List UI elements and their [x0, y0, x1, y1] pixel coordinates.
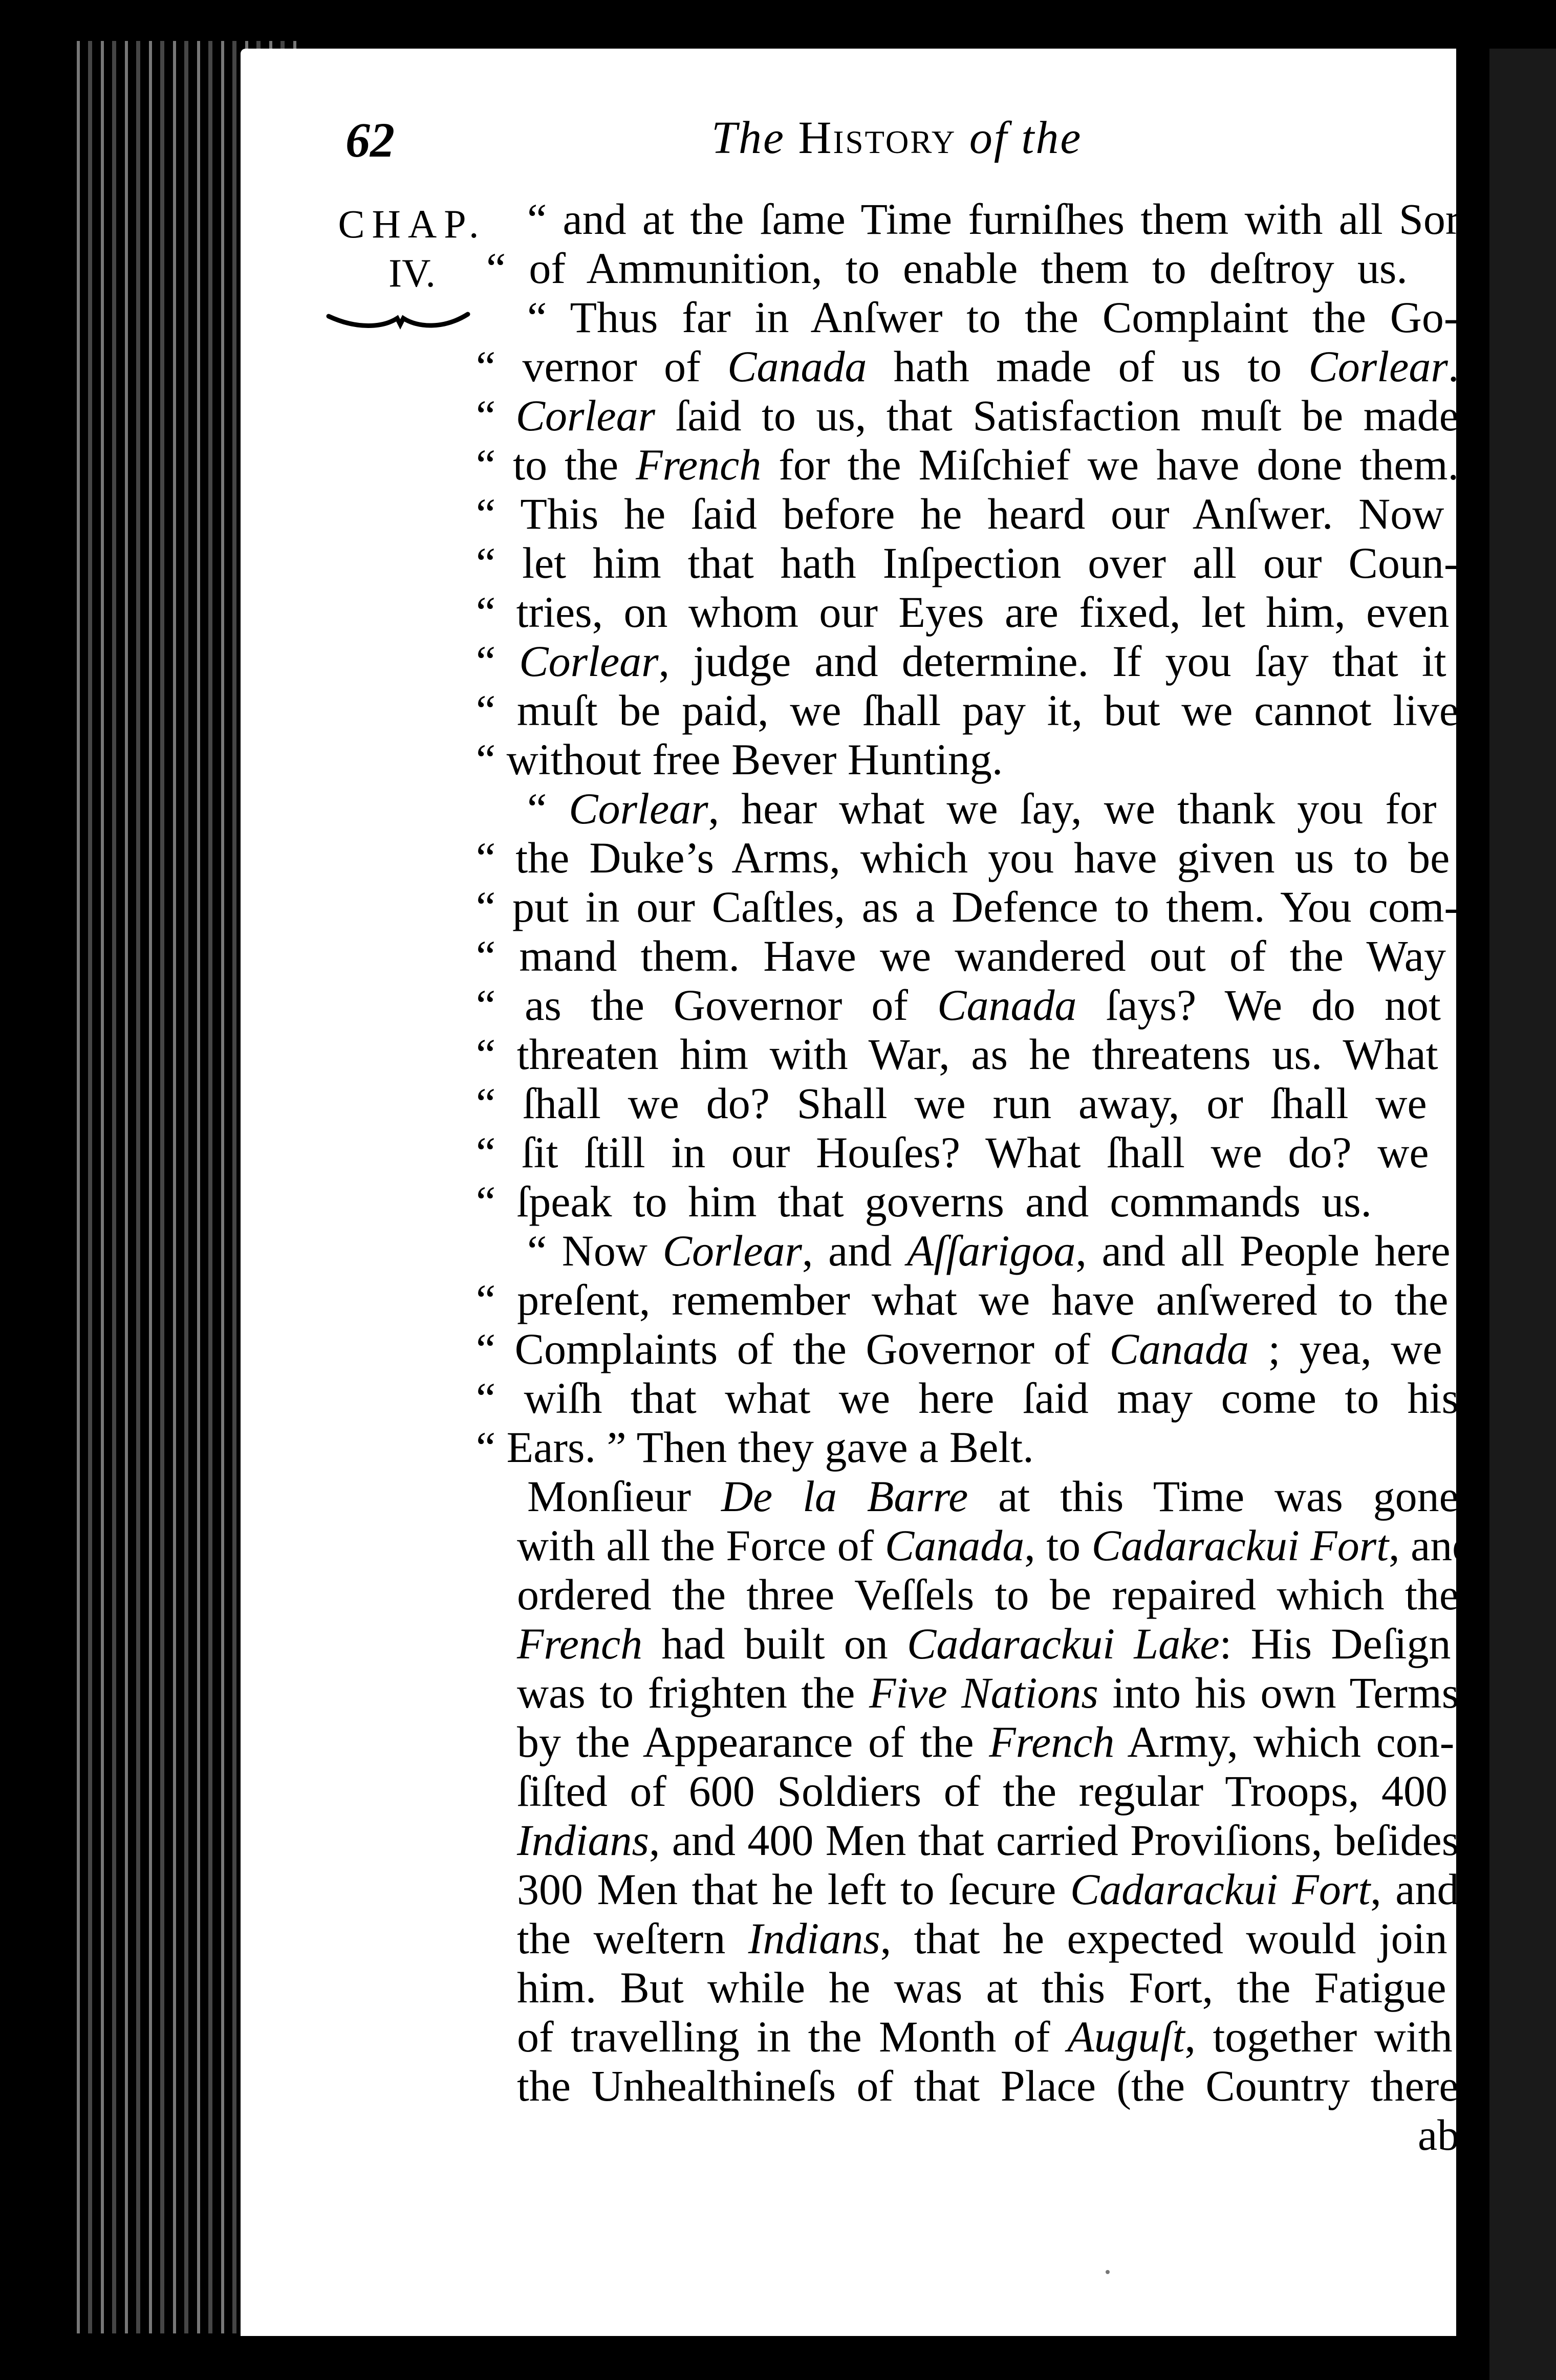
text-run: abo: [1418, 2110, 1482, 2159]
text-line: [476, 1177, 1372, 1226]
chapter-word: CHAP.: [338, 202, 486, 246]
text-run: , to: [1024, 1521, 1092, 1570]
text-run: him. But while he was at this Fort, the Fatigue: [517, 1963, 1446, 2012]
text-run: for the Miſchief we have done them.: [761, 440, 1459, 489]
text-run: , together with: [1184, 2012, 1453, 2061]
text-run: “ of Ammunition, to enable them to deſtroy us.: [486, 244, 1408, 293]
text-run: “ put in our Caſtles, as a Defence to them. You com-: [476, 882, 1459, 931]
text-run: “ let him that hath Inſpection over all our Coun-: [476, 538, 1459, 587]
text-run: “ as the Governor of: [476, 980, 938, 1030]
text-run: ſiſted of 600 Soldiers of the regular Troops, 400: [517, 1766, 1447, 1816]
italic-text: Indians: [748, 1914, 880, 1963]
running-head: [0, 112, 1556, 188]
text-line: [527, 1226, 1451, 1275]
italic-text: French: [517, 1619, 643, 1668]
text-run: , and: [1389, 1521, 1475, 1570]
text-line: [476, 637, 1446, 686]
text-line: [476, 735, 1003, 784]
text-run: into his own Terms: [1098, 1668, 1459, 1717]
text-line: [527, 293, 1459, 342]
text-line: [476, 489, 1444, 538]
text-line: [476, 587, 1449, 637]
text-run: by the Appearance of the: [517, 1717, 989, 1766]
text-line: [476, 1373, 1459, 1423]
text-run: ordered the three Veſſels to be repaired which the: [517, 1570, 1459, 1619]
italic-text: Corlear: [569, 784, 708, 833]
text-run: , and 400 Men that carried Proviſions, beſides: [649, 1816, 1459, 1865]
text-line: [476, 833, 1450, 882]
text-line: [517, 1521, 1475, 1570]
text-run: “ ſit ſtill in our Houſes? What ſhall we do? we: [476, 1128, 1429, 1177]
ornament-flourish-icon: [327, 307, 470, 333]
text-run: “ ſpeak to him that governs and commands us.: [476, 1177, 1372, 1226]
text-run: “ and at the ſame Time furniſhes them with all Sorts: [527, 194, 1489, 244]
italic-text: Cadarackui Lake: [907, 1619, 1220, 1668]
italic-text: Cadarackui Fort: [1091, 1521, 1389, 1570]
text-run: 300 Men that he left to ſecure: [517, 1865, 1070, 1914]
text-line: [517, 2012, 1453, 2061]
text-line: [476, 342, 1459, 391]
text-line: [476, 931, 1446, 980]
text-run: “ tries, on whom our Eyes are fixed, let him, even: [476, 587, 1450, 637]
italic-text: Corlear: [662, 1226, 802, 1275]
page-number: 62: [345, 113, 395, 167]
italic-text: Canada: [884, 1521, 1025, 1570]
text-line: [517, 1963, 1446, 2012]
text-line: [527, 784, 1437, 833]
text-run: Monſieur: [527, 1472, 721, 1521]
text-run: “ threaten him with War, as he threatens us. What: [476, 1030, 1438, 1079]
text-line: [476, 1423, 1034, 1472]
page-edge-shadow: [1456, 49, 1556, 2380]
text-line: [476, 391, 1459, 440]
italic-text: Canada: [937, 980, 1077, 1030]
text-run: .: [1447, 342, 1459, 391]
text-run: “ Ears. ” Then they gave a Belt.: [476, 1423, 1034, 1472]
text-line: [476, 1324, 1442, 1373]
italic-text: Corlear: [519, 637, 659, 686]
text-line: [476, 1030, 1438, 1079]
paper-speck: [1106, 2270, 1110, 2274]
text-line: [517, 1816, 1459, 1865]
italic-text: Indians: [517, 1816, 649, 1865]
running-title-part: The: [711, 113, 798, 163]
text-run: the Unhealthineſs of that Place (the Country there: [517, 2061, 1459, 2110]
text-run: with all the Force of: [517, 1521, 885, 1570]
text-run: “ muſt be paid, we ſhall pay it, but we cannot live: [476, 686, 1459, 735]
text-run: had built on: [642, 1619, 907, 1668]
text-run: ſays? We do not: [1076, 980, 1441, 1030]
text-line: [476, 538, 1459, 587]
text-run: “ mand them. Have we wandered out of the Way: [476, 931, 1446, 980]
text-line: [476, 980, 1441, 1030]
text-run: , and: [802, 1226, 907, 1275]
text-line: [527, 1472, 1459, 1521]
text-line: [517, 1766, 1447, 1816]
text-run: “ Thus far in Anſwer to the Complaint the Go-: [527, 293, 1459, 342]
text-line: [476, 440, 1459, 489]
text-line: [517, 1668, 1459, 1717]
text-run: “ preſent, remember what we have anſwered to the: [476, 1275, 1449, 1324]
text-line: [476, 882, 1459, 931]
text-run: “ the Duke’s Arms, which you have given us to be: [476, 833, 1450, 882]
italic-text: Cadarackui Fort: [1070, 1865, 1371, 1914]
text-run: “ ſhall we do? Shall we run away, or ſhall we: [476, 1079, 1427, 1128]
text-run: Army, which con-: [1114, 1717, 1455, 1766]
text-run: “ without free Bever Hunting.: [476, 735, 1003, 784]
italic-text: French: [989, 1717, 1115, 1766]
text-run: of travelling in the Month of: [517, 2012, 1068, 2061]
text-line: [517, 1570, 1459, 1619]
italic-text: Corlear: [515, 391, 656, 440]
italic-text: Canada: [727, 342, 867, 391]
italic-text: De la Barre: [721, 1472, 968, 1521]
text-run: was to frighten the: [517, 1668, 869, 1717]
italic-text: Corlear: [1308, 342, 1448, 391]
text-run: , hear what we ſay, we thank you for: [708, 784, 1437, 833]
text-line: [517, 1619, 1451, 1668]
running-title-part: of the: [956, 113, 1083, 163]
italic-text: French: [636, 440, 762, 489]
text-line: [1418, 2110, 1482, 2159]
text-run: ; yea, we: [1249, 1324, 1442, 1373]
text-run: “: [476, 637, 520, 686]
text-run: hath made of us to: [867, 342, 1309, 391]
italic-text: Aſſarigoa: [906, 1226, 1076, 1275]
text-run: , that he expected would join: [880, 1914, 1447, 1963]
text-run: “ Now: [527, 1226, 663, 1275]
text-run: “ wiſh that what we here ſaid may come to his: [476, 1373, 1459, 1423]
text-run: the weſtern: [517, 1914, 748, 1963]
text-run: “ This he ſaid before he heard our Anſwer. Now: [476, 489, 1444, 538]
text-line: [517, 1717, 1454, 1766]
text-run: : His Deſign: [1219, 1619, 1451, 1668]
italic-text: Auguſt: [1067, 2012, 1185, 2061]
text-run: at this Time was gone: [968, 1472, 1459, 1521]
text-line: [517, 1865, 1459, 1914]
text-line: [476, 1079, 1427, 1128]
italic-text: Five Nations: [869, 1668, 1098, 1717]
text-line: [476, 1275, 1448, 1324]
text-line: [476, 686, 1459, 735]
text-run: “ Complaints of the Governor of: [476, 1324, 1110, 1373]
text-run: “ vernor of: [476, 342, 728, 391]
text-run: “: [527, 784, 569, 833]
text-line: [517, 1914, 1447, 1963]
text-run: , and: [1370, 1865, 1459, 1914]
text-line: [517, 2061, 1459, 2110]
text-line: [486, 244, 1408, 293]
chapter-number: IV.: [388, 251, 436, 295]
text-run: “ to the: [476, 440, 636, 489]
text-line: [476, 1128, 1429, 1177]
text-run: ſaid to us, that Satisfaction muſt be made: [655, 391, 1459, 440]
running-title: [711, 112, 1082, 164]
text-run: “: [476, 391, 516, 440]
running-title-part: History: [798, 113, 957, 163]
text-line: [527, 194, 1489, 244]
text-run: , judge and determine. If you ſay that it: [658, 637, 1446, 686]
italic-text: Canada: [1109, 1324, 1249, 1373]
text-run: , and all People here: [1075, 1226, 1451, 1275]
chapter-marker: [328, 200, 496, 298]
